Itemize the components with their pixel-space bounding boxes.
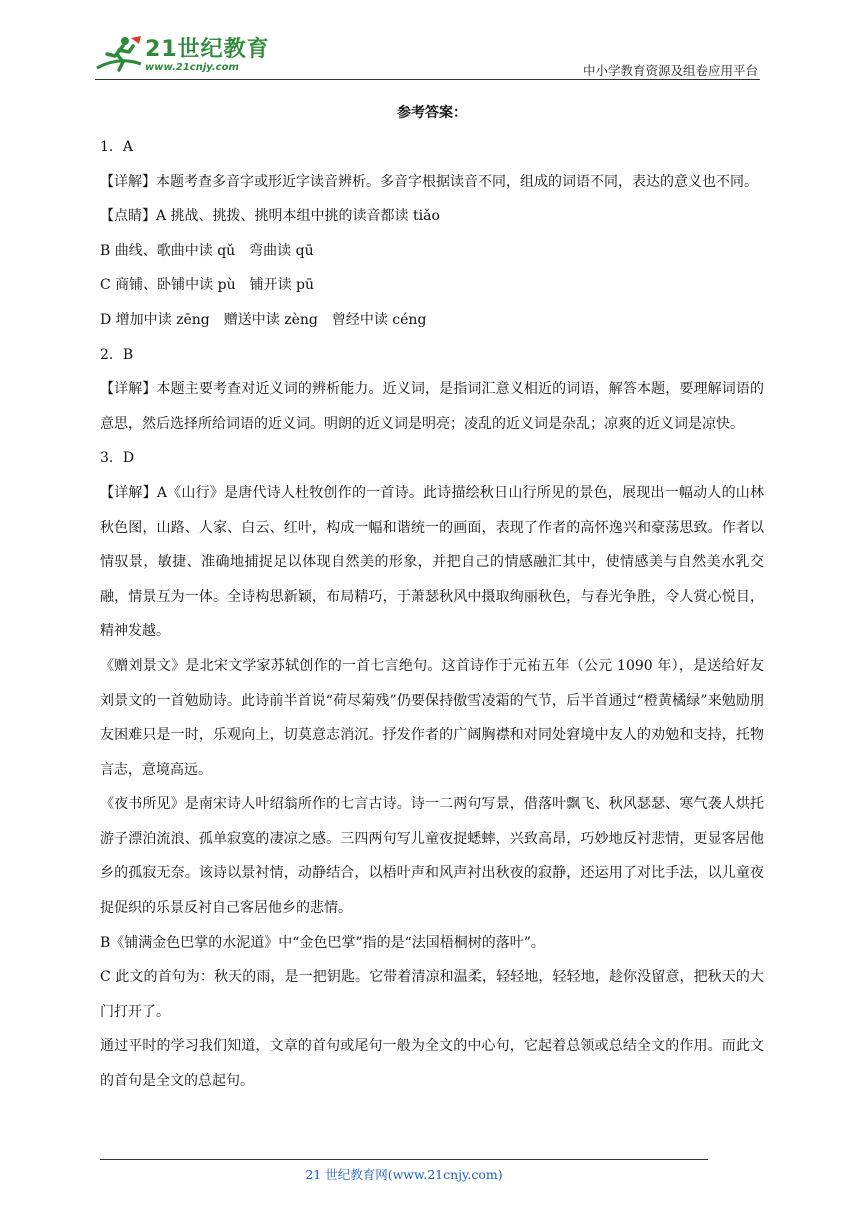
page-footer: 21 世纪教育网(www.21cnjy.com) [305, 1167, 503, 1182]
q3-paragraph: 通过平时的学习我们知道，文章的首句或尾句一般为全文的中心句，它起着总领或总结全文的作用。而此文的首句是全文的总起句。 [100, 1038, 764, 1090]
q2-answer: 2．B [100, 346, 134, 363]
q1-line-c: C 商铺、卧铺中读 pù 铺开读 pū [100, 277, 315, 294]
logo-title: 21世纪教育 [145, 37, 270, 62]
header-divider [95, 79, 760, 80]
q1-hint-label: 【点睛】 [100, 208, 156, 225]
page-title: 参考答案： [397, 105, 467, 121]
logo [95, 34, 270, 78]
q1-answer: 1．A [100, 139, 134, 155]
runner-logo-icon [95, 34, 143, 78]
logo-url: www.21cnjy.com [145, 62, 239, 73]
q3-paragraph: B《铺满金色巴掌的水泥道》中“金色巴掌”指的是“法国梧桐树的落叶”。 [100, 934, 545, 951]
q3-paragraph: 《夜书所见》是南宋诗人叶绍翁所作的七言古诗。诗一二两句写景，借落叶飘飞、秋风瑟瑟、寒气袭人烘托游子漂泊流浪、孤单寂寞的凄凉之感。三四两句写儿童夜捉蟋蟀，兴致高昂，巧妙地反衬悲情，更显客居他乡的孤寂无奈。该诗以景衬情，动静结合，以梧叶声和风声衬出秋夜的寂静，还运用了对比手法，以儿童夜捉促织的乐景反衬自己客居他乡的悲情。 [100, 796, 764, 917]
q3-answer: 3．D [100, 450, 135, 467]
platform-name: 中小学教育资源及组卷应用平台 [582, 63, 758, 78]
q1-line-d: D 增加中读 zēng 赠送中读 zèng 曾经中读 céng [100, 311, 427, 328]
answer-content [100, 96, 764, 1099]
q3-paragraph: 【详解】A《山行》是唐代诗人杜牧创作的一首诗。此诗描绘秋日山行所见的景色，展现出一幅动人的山林秋色图，山路、人家、白云、红叶，构成一幅和谐统一的画面，表现了作者的高怀逸兴和豪荡思致。作者以情驭景，敏捷、准确地捕捉足以体现自然美的形象，并把自己的情感融汇其中，使情感美与自然美水乳交融，情景互为一体。全诗构思新颖，布局精巧，于萧瑟秋风中摄取绚丽秋色，与春光争胜，令人赏心悦目，精神发越。 [100, 484, 764, 640]
q1-line-a: A 挑战、挑拨、挑明本组中挑的读音都读 tiǎo [156, 208, 440, 225]
q3-paragraph: 《赠刘景文》是北宋文学家苏轼创作的一首七言绝句。这首诗作于元祐五年（公元 1090 年），是送给好友刘景文的一首勉励诗。此诗前半首说“荷尽菊残”仍要保持傲雪凌霜的气节，后半首通过“橙黄橘绿”来勉励朋友困难只是一时，乐观向上，切莫意志消沉。抒发作者的广阔胸襟和对同处窘境中友人的劝勉和支持，托物言志，意境高远。 [100, 657, 764, 778]
q2-detail: 【详解】本题主要考查对近义词的辨析能力。近义词，是指词汇意义相近的词语，解答本题，要理解词语的意思，然后选择所给词语的近义词。明朗的近义词是明亮；凌乱的近义词是杂乱；凉爽的近义词是凉快。 [100, 381, 764, 432]
q1-detail: 【详解】本题考查多音字或形近字读音辨析。多音字根据读音不同，组成的词语不同，表达的意义也不同。 [100, 173, 758, 190]
q3-paragraph: C 此文的首句为：秋天的雨，是一把钥匙。它带着清凉和温柔，轻轻地，轻轻地，趁你没留意，把秋天的大门打开了。 [100, 969, 764, 1020]
q1-hint-line-a [100, 199, 764, 234]
q1-line-b: B 曲线、歌曲中读 qǔ 弯曲读 qū [100, 242, 314, 259]
page-header [95, 30, 760, 80]
footer-divider [100, 1159, 708, 1160]
